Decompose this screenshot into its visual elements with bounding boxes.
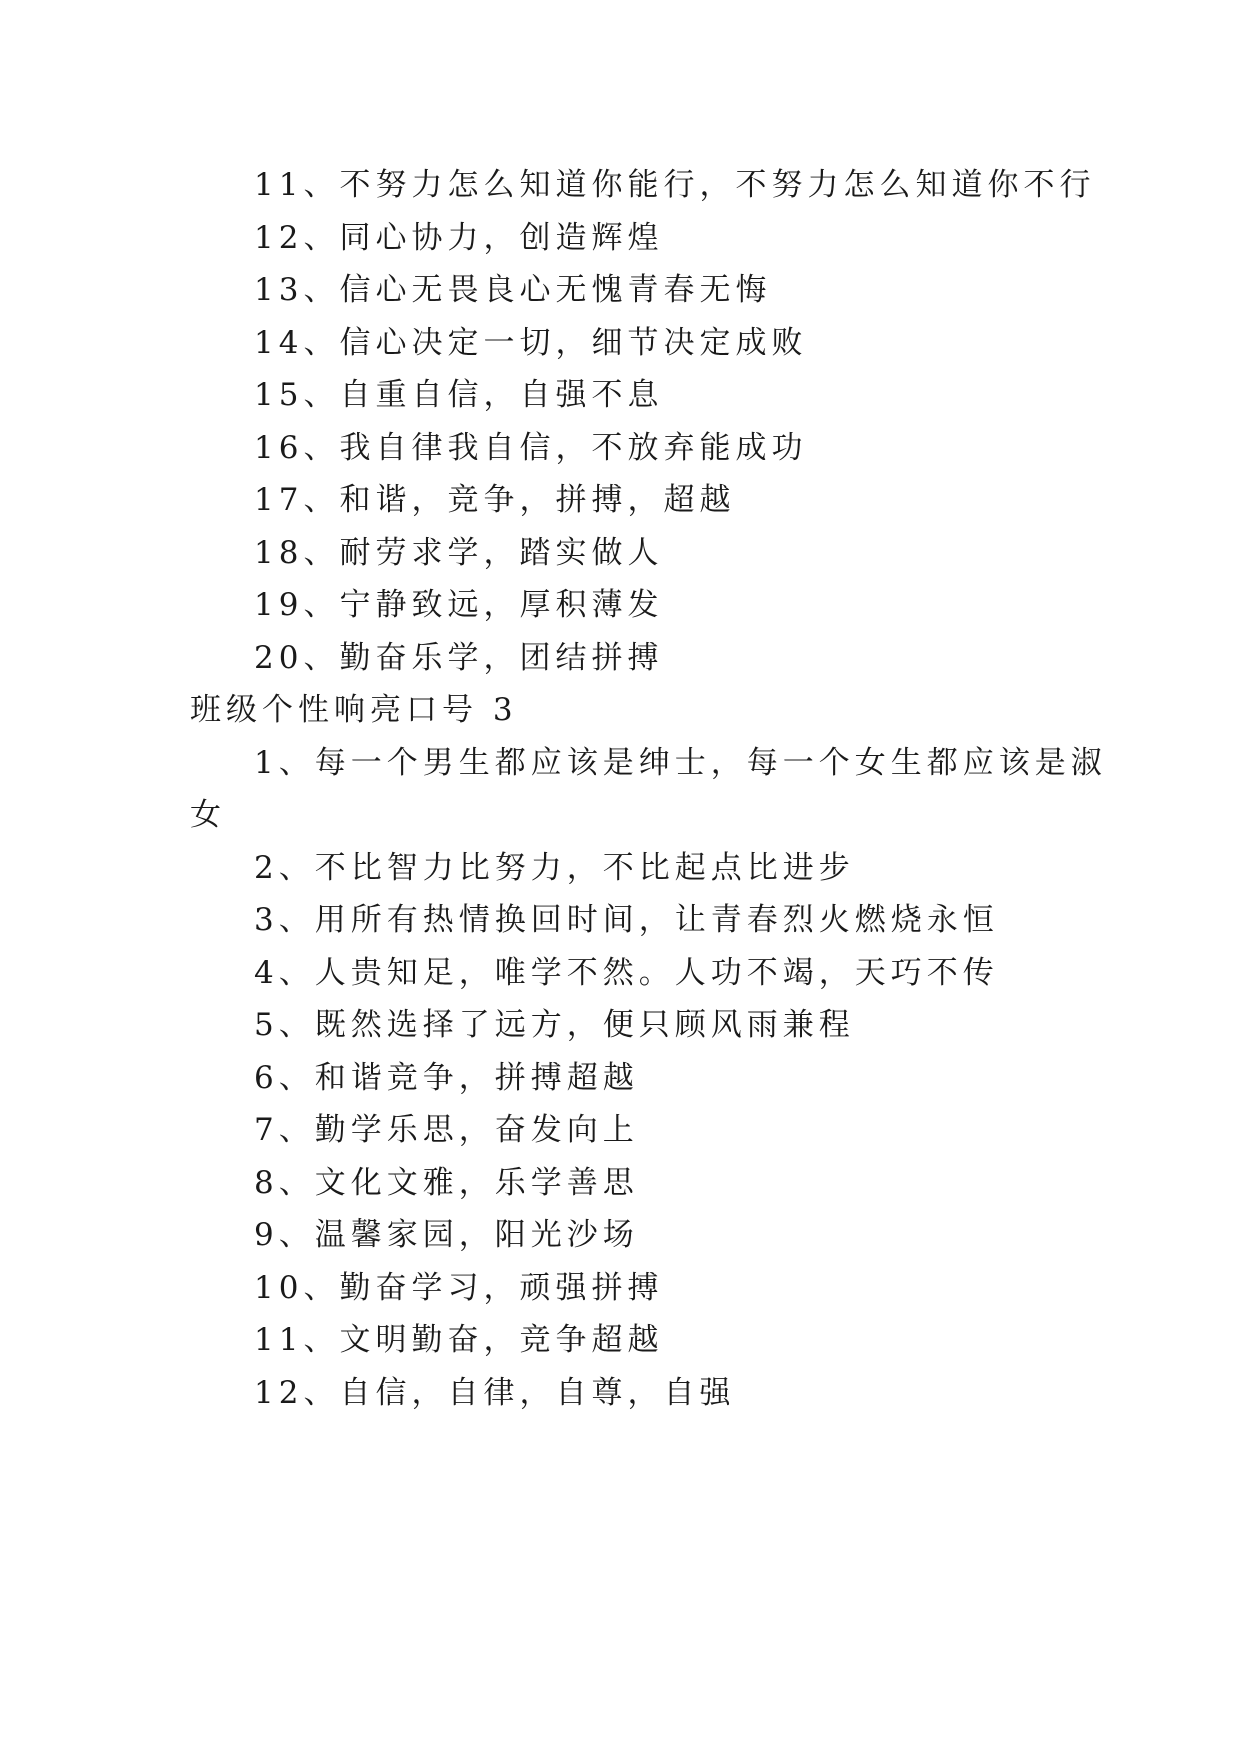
list-item-continuation: 女 xyxy=(190,797,226,833)
list-item: 17、和谐，竞争，拼搏，超越 xyxy=(254,482,736,518)
list-item: 14、信心决定一切，细节决定成败 xyxy=(254,325,808,361)
list-item: 11、文明勤奋，竞争超越 xyxy=(254,1322,664,1358)
list-item: 12、同心协力，创造辉煌 xyxy=(254,220,664,256)
list-item: 11、不努力怎么知道你能行，不努力怎么知道你不行 xyxy=(254,167,1096,203)
list-item: 8、文化文雅，乐学善思 xyxy=(254,1165,639,1201)
list-item: 10、勤奋学习，顽强拼搏 xyxy=(254,1270,664,1306)
section-heading: 班级个性响亮口号 3 xyxy=(190,692,518,728)
list-item: 13、信心无畏良心无愧青春无悔 xyxy=(254,272,772,308)
list-item: 19、宁静致远，厚积薄发 xyxy=(254,587,664,623)
list-item: 2、不比智力比努力，不比起点比进步 xyxy=(254,850,855,886)
list-item: 16、我自律我自信，不放弃能成功 xyxy=(254,430,808,466)
list-item: 15、自重自信，自强不息 xyxy=(254,377,664,413)
list-item: 4、人贵知足，唯学不然。人功不竭，天巧不传 xyxy=(254,955,999,991)
list-item: 5、既然选择了远方，便只顾风雨兼程 xyxy=(254,1007,855,1043)
list-item: 3、用所有热情换回时间，让青春烈火燃烧永恒 xyxy=(254,902,999,938)
list-item: 20、勤奋乐学，团结拼搏 xyxy=(254,640,664,676)
list-item: 12、自信，自律，自尊，自强 xyxy=(254,1375,736,1411)
list-item: 18、耐劳求学，踏实做人 xyxy=(254,535,664,571)
list-item: 9、温馨家园，阳光沙场 xyxy=(254,1217,639,1253)
list-item: 1、每一个男生都应该是绅士，每一个女生都应该是淑 xyxy=(254,745,1107,781)
list-item: 6、和谐竞争，拼搏超越 xyxy=(254,1060,639,1096)
list-item: 7、勤学乐思，奋发向上 xyxy=(254,1112,639,1148)
